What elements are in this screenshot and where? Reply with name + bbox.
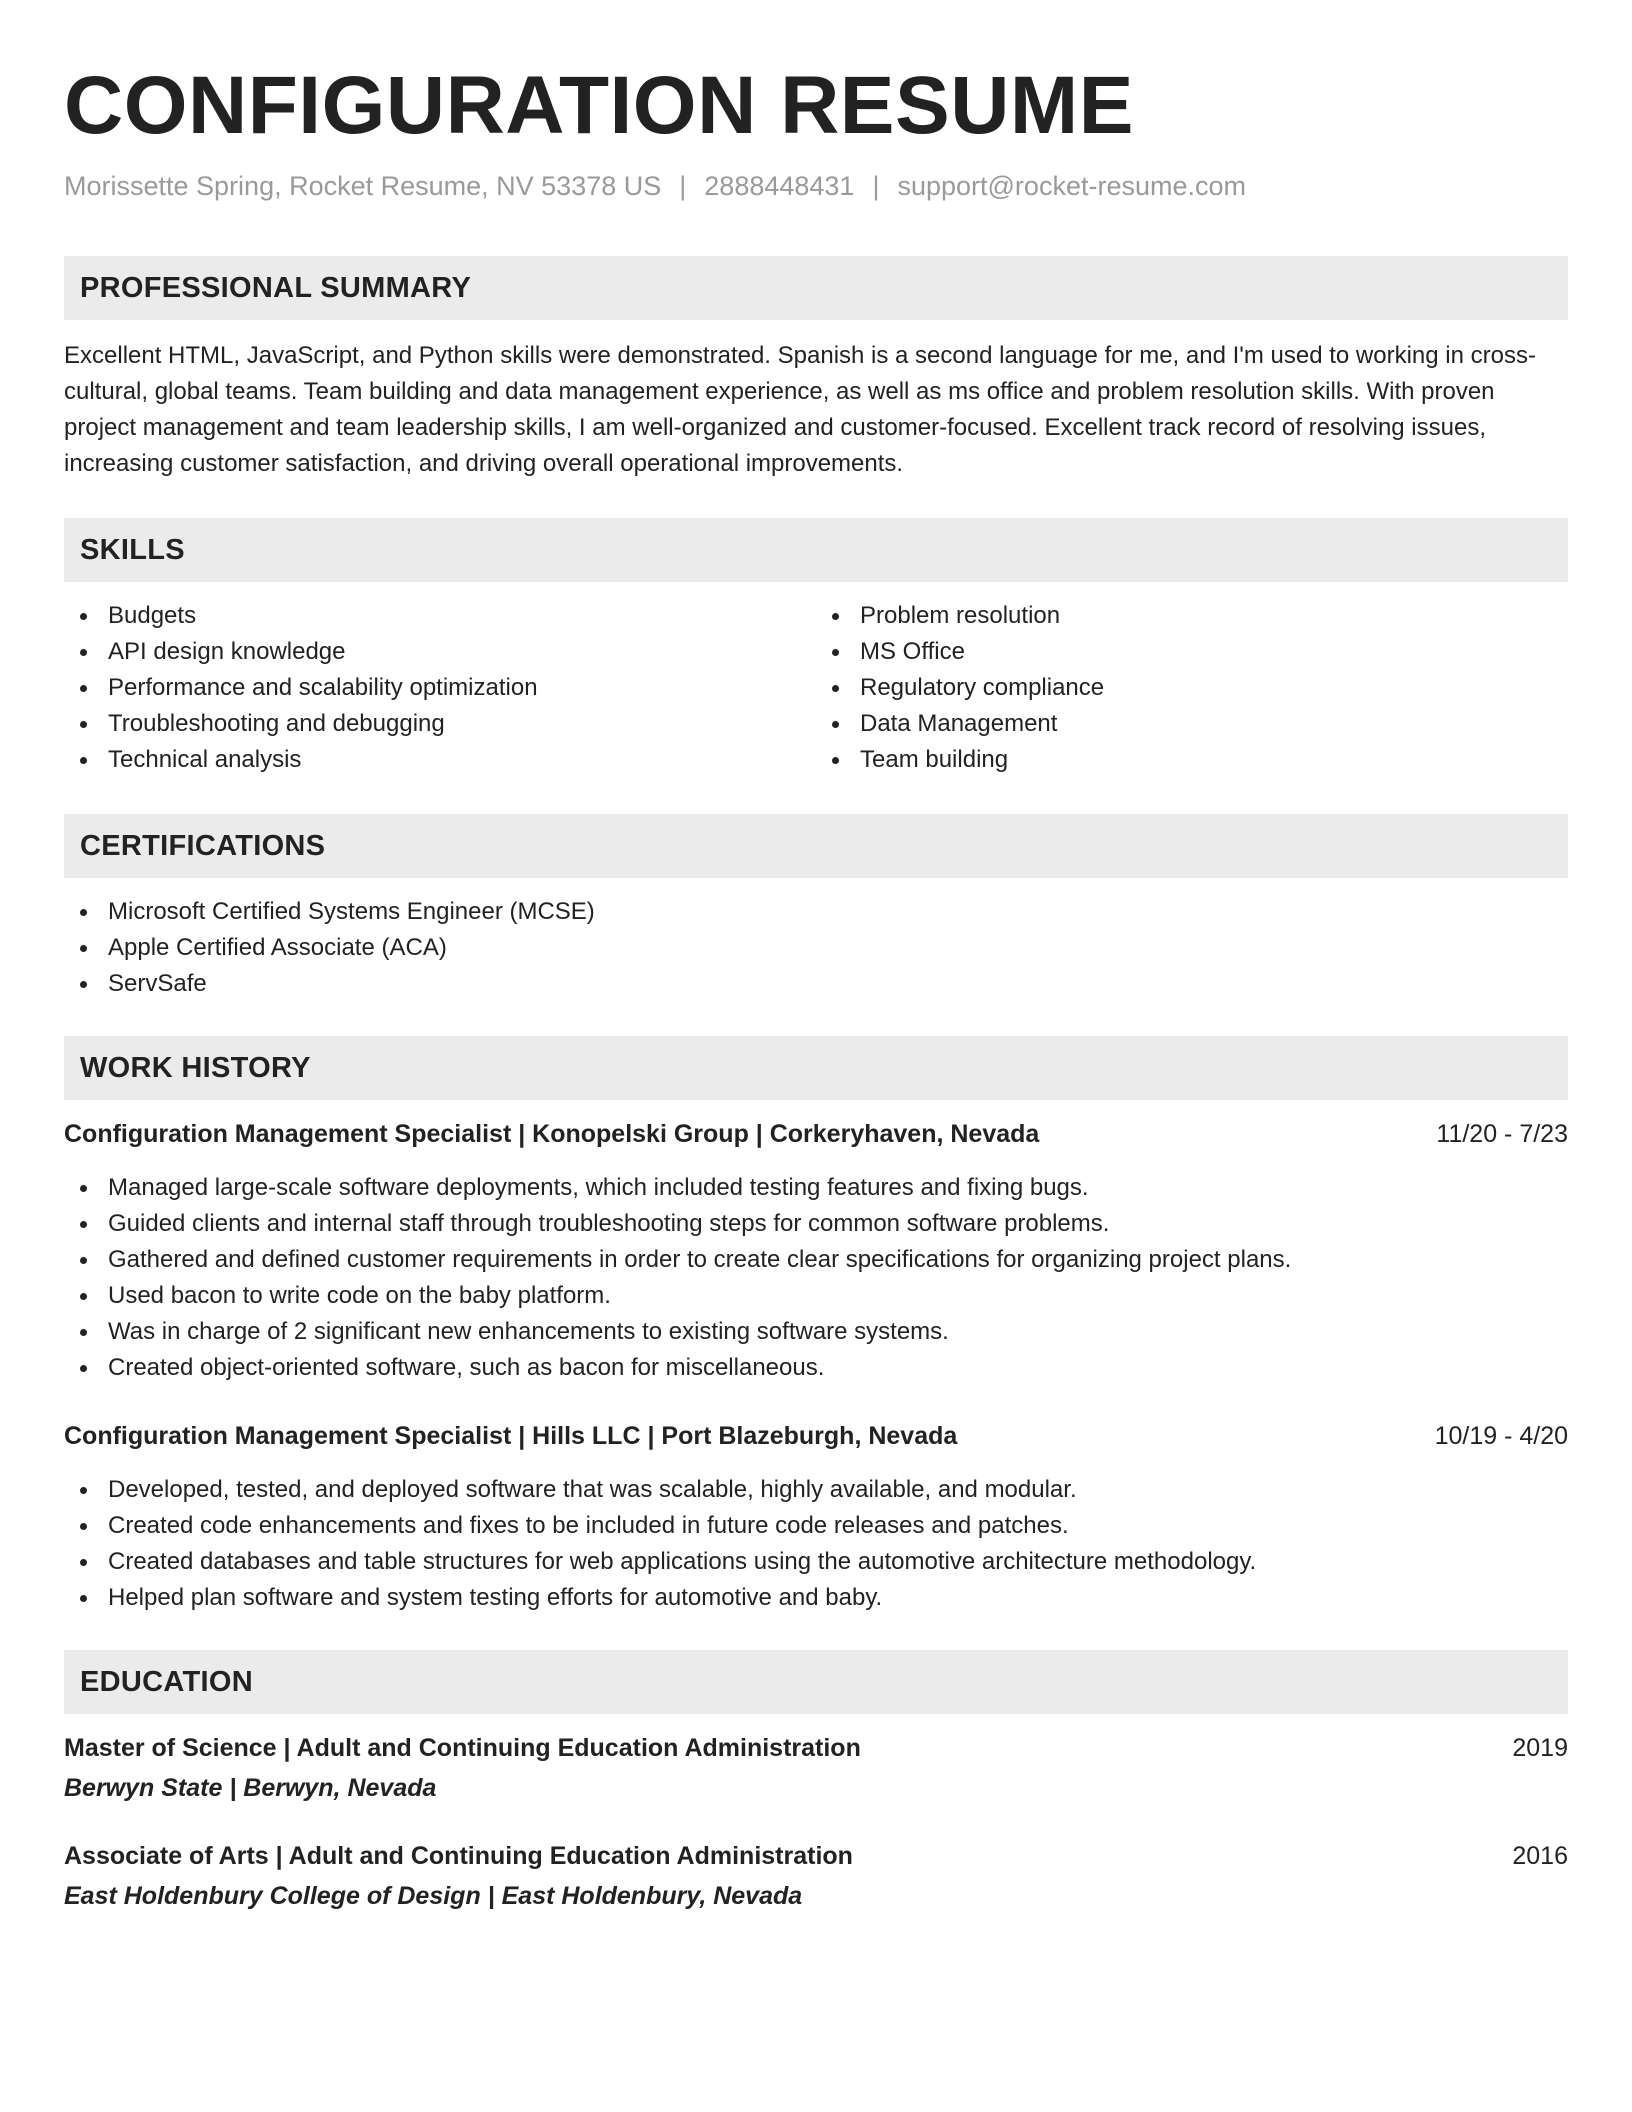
summary-section bbox=[64, 256, 1568, 482]
work-history-heading: WORK HISTORY bbox=[64, 1036, 1568, 1100]
skill-item: Regulatory compliance bbox=[816, 670, 1568, 706]
job-dates: 10/19 - 4/20 bbox=[1434, 1422, 1568, 1450]
certification-item: Microsoft Certified Systems Engineer (MCSE) bbox=[64, 894, 1568, 930]
contact-phone: 2888448431 bbox=[704, 171, 855, 201]
skill-item: Problem resolution bbox=[816, 598, 1568, 634]
job-bullet: Used bacon to write code on the baby platform. bbox=[64, 1278, 1568, 1314]
skills-list-left bbox=[64, 598, 816, 778]
job-bullet: Gathered and defined customer requirements in order to create clear specifications for organizing project plans. bbox=[64, 1242, 1568, 1278]
certification-item: Apple Certified Associate (ACA) bbox=[64, 930, 1568, 966]
skill-item: Team building bbox=[816, 742, 1568, 778]
education-heading-row bbox=[64, 1730, 1568, 1766]
education-entry bbox=[64, 1730, 1568, 1806]
work-history-section bbox=[64, 1036, 1568, 1616]
job-bullets bbox=[64, 1170, 1568, 1386]
education-degree: Master of Science | Adult and Continuing Education Administration bbox=[64, 1734, 861, 1762]
summary-heading: PROFESSIONAL SUMMARY bbox=[64, 256, 1568, 320]
education-school: Berwyn State | Berwyn, Nevada bbox=[64, 1774, 437, 1802]
education-school: East Holdenbury College of Design | East Holdenbury, Nevada bbox=[64, 1882, 803, 1910]
job-bullet: Created databases and table structures for web applications using the automotive architecture methodology. bbox=[64, 1544, 1568, 1580]
job-dates: 11/20 - 7/23 bbox=[1436, 1120, 1568, 1148]
skill-item: Troubleshooting and debugging bbox=[64, 706, 816, 742]
job-heading-row bbox=[64, 1116, 1568, 1152]
skill-item: MS Office bbox=[816, 634, 1568, 670]
skill-item: Technical analysis bbox=[64, 742, 816, 778]
job-heading-row bbox=[64, 1418, 1568, 1454]
job-heading: Configuration Management Specialist | Konopelski Group | Corkeryhaven, Nevada bbox=[64, 1120, 1040, 1148]
contact-email: support@rocket-resume.com bbox=[897, 171, 1246, 201]
summary-text: Excellent HTML, JavaScript, and Python skills were demonstrated. Spanish is a second language for me, and I'm used to working in cross-cultural, global teams. Team building and data management experience, as well as ms office and problem resolution skills. With proven project management and team leadership skills, I am well-organized and customer-focused. Excellent track record of resolving issues, increasing customer satisfaction, and driving overall operational improvements. bbox=[64, 342, 1536, 477]
certification-item: ServSafe bbox=[64, 966, 1568, 1002]
job-bullet: Guided clients and internal staff through troubleshooting steps for common software problems. bbox=[64, 1206, 1568, 1242]
job-entry bbox=[64, 1418, 1568, 1616]
job-bullets bbox=[64, 1472, 1568, 1616]
skills-heading: SKILLS bbox=[64, 518, 1568, 582]
skill-item: API design knowledge bbox=[64, 634, 816, 670]
job-bullet: Helped plan software and system testing efforts for automotive and baby. bbox=[64, 1580, 1568, 1616]
certifications-list bbox=[64, 894, 1568, 1002]
job-entry bbox=[64, 1116, 1568, 1386]
resume-title: CONFIGURATION RESUME bbox=[64, 60, 1134, 151]
job-heading: Configuration Management Specialist | Hills LLC | Port Blazeburgh, Nevada bbox=[64, 1422, 958, 1450]
skills-grid bbox=[64, 598, 1568, 778]
education-degree: Associate of Arts | Adult and Continuing Education Administration bbox=[64, 1842, 853, 1870]
job-bullet: Managed large-scale software deployments, which included testing features and fixing bugs. bbox=[64, 1170, 1568, 1206]
certifications-heading: CERTIFICATIONS bbox=[64, 814, 1568, 878]
contact-address: Morissette Spring, Rocket Resume, NV 53378 US bbox=[64, 171, 662, 201]
job-bullet: Created object-oriented software, such as bacon for miscellaneous. bbox=[64, 1350, 1568, 1386]
certifications-section bbox=[64, 814, 1568, 1002]
education-entry bbox=[64, 1838, 1568, 1914]
skill-item: Data Management bbox=[816, 706, 1568, 742]
education-heading: EDUCATION bbox=[64, 1650, 1568, 1714]
education-section bbox=[64, 1650, 1568, 1914]
education-year: 2019 bbox=[1512, 1734, 1568, 1762]
job-bullet: Was in charge of 2 significant new enhancements to existing software systems. bbox=[64, 1314, 1568, 1350]
skills-list-right bbox=[816, 598, 1568, 778]
education-year: 2016 bbox=[1512, 1842, 1568, 1870]
education-heading-row bbox=[64, 1838, 1568, 1874]
skill-item: Budgets bbox=[64, 598, 816, 634]
contact-separator: | bbox=[872, 171, 880, 201]
skills-section bbox=[64, 518, 1568, 778]
contact-separator: | bbox=[679, 171, 687, 201]
job-bullet: Created code enhancements and fixes to be included in future code releases and patches. bbox=[64, 1508, 1568, 1544]
job-bullet: Developed, tested, and deployed software that was scalable, highly available, and modular. bbox=[64, 1472, 1568, 1508]
contact-line bbox=[64, 168, 1568, 204]
skill-item: Performance and scalability optimization bbox=[64, 670, 816, 706]
